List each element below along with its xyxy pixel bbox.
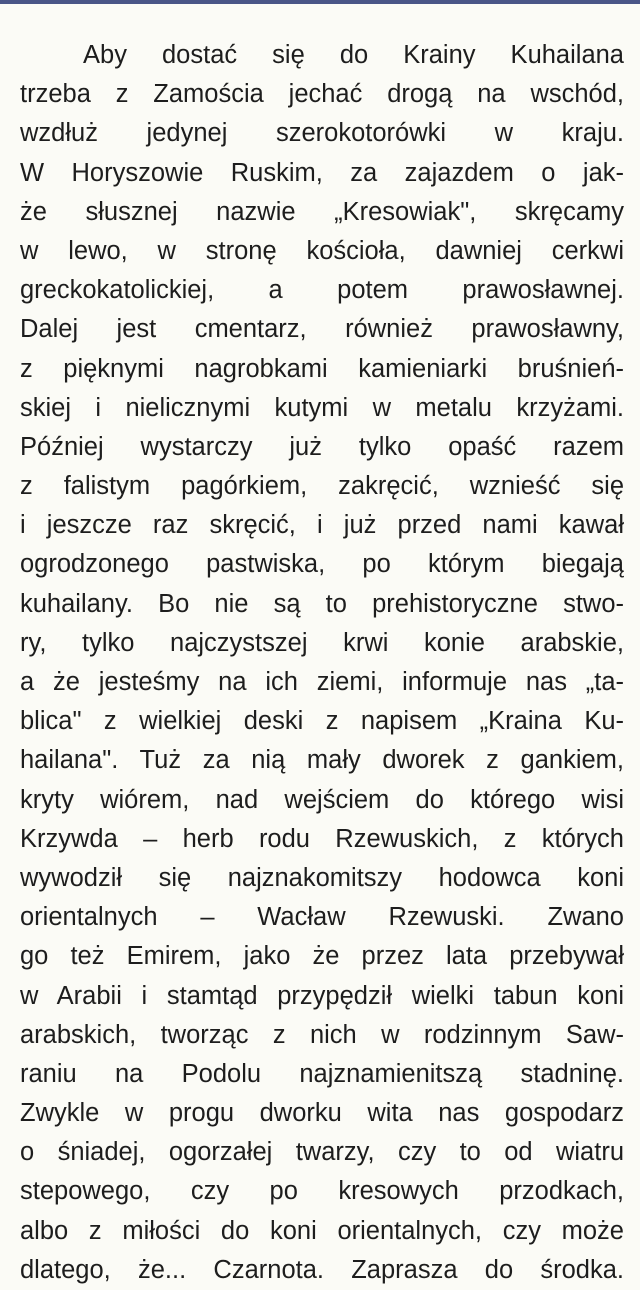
text-line: że słusznej nazwie „Kresowiak", skręcamy (20, 197, 624, 226)
text-line: raniu na Podolu najznamienitszą stadninę. (20, 1059, 624, 1088)
text-line: w lewo, w stronę kościoła, dawniej cerkwi (20, 236, 624, 265)
text-line: skiej i nielicznymi kutymi w metalu krzyżami. (20, 393, 624, 422)
text-line: kuhailany. Bo nie są to prehistoryczne stwo- (20, 589, 624, 618)
text-line: stepowego, czy po kresowych przodkach, (20, 1177, 624, 1206)
text-line: wywodził się najznakomitszy hodowca koni (20, 863, 624, 892)
text-line: a że jesteśmy na ich ziemi, informuje nas „ta- (20, 668, 624, 696)
text-line: orientalnych – Wacław Rzewuski. Zwano (20, 903, 624, 932)
text-line: albo z miłości do koni orientalnych, czy może (20, 1216, 624, 1245)
top-rule (0, 0, 640, 4)
text-line: Dalej jest cmentarz, również prawosławny, (20, 315, 624, 344)
text-line: dlatego, że... Czarnota. Zaprasza do środka. (20, 1255, 624, 1284)
text-line: Później wystarczy już tylko opaść razem (20, 432, 624, 461)
text-line: i jeszcze raz skręcić, i już przed nami kawał (20, 511, 624, 540)
text-line: blica" z wielkiej deski z napisem „Kraina Ku- (20, 707, 624, 736)
text-line: hailana". Tuż za nią mały dworek z gankiem, (20, 746, 624, 775)
text-line: Zwykle w progu dworku wita nas gospodarz (20, 1099, 624, 1128)
text-line: z pięknymi nagrobkami kamieniarki bruśnień- (20, 354, 624, 383)
text-line: w Arabii i stamtąd przypędził wielki tabun koni (20, 981, 624, 1010)
text-line: go też Emirem, jako że przez lata przebywał (20, 942, 624, 971)
text-line: Aby dostać się do Krainy Kuhailana (83, 41, 624, 69)
text-line: Krzywda – herb rodu Rzewuskich, z których (20, 824, 624, 853)
text-line: arabskich, tworząc z nich w rodzinnym Saw- (20, 1020, 624, 1049)
text-line: trzeba z Zamościa jechać drogą na wschód, (20, 80, 624, 109)
text-line: ry, tylko najczystszej krwi konie arabskie, (20, 628, 624, 657)
text-line: z falistym pagórkiem, zakręcić, wznieść się (20, 472, 624, 501)
text-line: wzdłuż jedynej szerokotorówki w kraju. (20, 119, 624, 148)
text-line: kryty wiórem, nad wejściem do którego wisi (20, 785, 624, 814)
text-line: ogrodzonego pastwiska, po którym biegają (20, 550, 624, 579)
article-text (20, 36, 624, 1290)
text-line: greckokatolickiej, a potem prawosławnej. (20, 276, 624, 305)
text-line: o śniadej, ogorzałej twarzy, czy to od wiatru (20, 1138, 624, 1167)
text-line: W Horyszowie Ruskim, za zajazdem o jak- (20, 158, 624, 187)
